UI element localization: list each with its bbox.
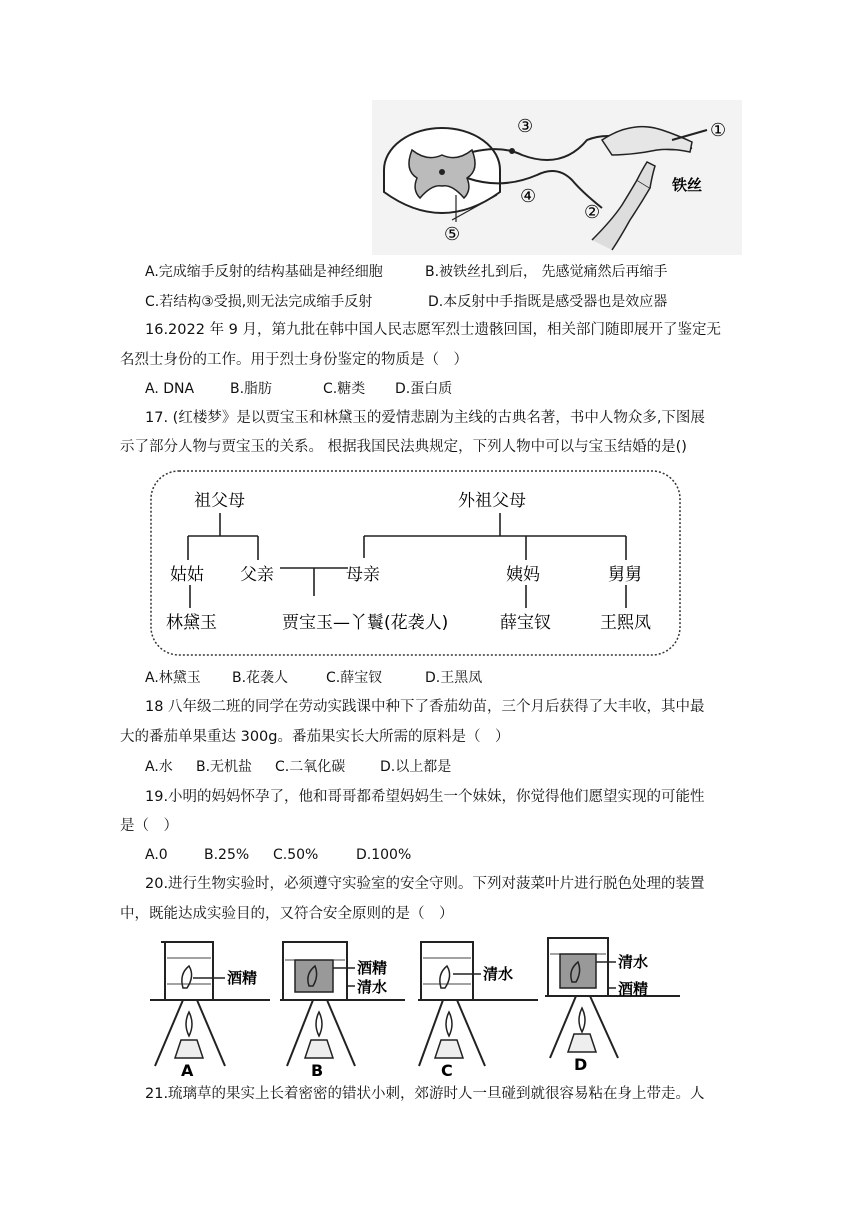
q15-option-b: B.被铁丝扎到后， 先感觉痛然后再缩手 — [425, 264, 668, 280]
q20-line-2: 中，既能达成实验目的，又符合安全原则的是（ ） — [120, 906, 454, 922]
q19-option-c: C.50% — [273, 847, 319, 863]
q15-option-c: C.若结构③受损,则无法完成缩手反射 — [145, 294, 373, 310]
apparatus-row — [145, 928, 705, 1076]
tree-wang-xifeng: 王熙凤 — [600, 613, 651, 633]
q18-option-d: D.以上都是 — [380, 759, 452, 775]
q17-line-2: 示了部分人物与贾宝玉的关系。 根据我国民法典规定，下列人物中可以与宝玉结婚的是() — [120, 439, 687, 455]
tree-jia-baoyu: 贾宝玉—丫鬟(花袭人) — [282, 613, 449, 633]
q15-option-d: D.本反射中手指既是感受器也是效应器 — [428, 294, 668, 310]
q16-line-1: 16.2022 年 9 月，第九批在韩中国人民志愿军烈士遗骸回国，相关部门随即展开了鉴定无 — [145, 322, 722, 338]
apparatus-b-label-1: 酒精 — [357, 959, 388, 977]
apparatus-d — [540, 928, 690, 1076]
q16-option-b: B.脂肪 — [230, 381, 273, 397]
q16-option-d: D.蛋白质 — [395, 381, 453, 397]
q20-line-1: 20.进行生物实验时，必须遵守实验室的安全守则。下列对菠菜叶片进行脱色处理的装置 — [145, 876, 705, 892]
apparatus-b-letter: B — [311, 1061, 324, 1076]
apparatus-b-label-2: 清水 — [357, 978, 388, 996]
wire-label: 铁丝 — [672, 176, 703, 194]
q17-option-c: C.薛宝钗 — [326, 670, 383, 686]
tree-mother: 母亲 — [346, 565, 380, 585]
tree-lin-daiyu: 林黛玉 — [166, 613, 217, 633]
q19-line-2: 是（ ） — [120, 818, 178, 834]
q21-line-1: 21.琉璃草的果实上长着密密的错状小刺，郊游时人一旦碰到就很容易粘在身上带走。人 — [145, 1086, 705, 1102]
apparatus-d-letter: D — [574, 1055, 588, 1074]
q17-option-b: B.花袭人 — [232, 670, 289, 686]
tree-grandparents: 祖父母 — [194, 491, 245, 511]
q17-line-1: 17. (红楼梦》是以贾宝玉和林黛玉的爱情悲剧为主线的古典名著，书中人物众多,下图展 — [145, 410, 705, 426]
tree-aunt-paternal: 姑姑 — [170, 565, 204, 585]
label-2: ② — [584, 202, 601, 223]
apparatus-c-label-1: 清水 — [483, 965, 514, 983]
apparatus-a-label-1: 酒精 — [227, 969, 258, 987]
q18-line-2: 大的番茄单果重达 300g。番茄果实长大所需的原料是（ ） — [120, 729, 510, 745]
tree-aunt-maternal: 姨妈 — [506, 565, 540, 585]
reflex-arc-figure — [372, 100, 742, 255]
q19-option-a: A.0 — [145, 847, 168, 863]
label-3: ③ — [517, 116, 534, 137]
apparatus-b — [275, 928, 415, 1076]
tree-xue-baochai: 薛宝钗 — [500, 613, 551, 633]
q18-option-b: B.无机盐 — [196, 759, 253, 775]
q18-option-c: C.二氧化碳 — [275, 759, 346, 775]
q17-option-d: D.王黑凤 — [425, 670, 483, 686]
tree-maternal-grandparents: 外祖父母 — [458, 491, 526, 511]
q16-option-c: C.糖类 — [323, 381, 366, 397]
q15-option-a: A.完成缩手反射的结构基础是神经细胞 — [145, 264, 383, 280]
q16-line-2: 名烈士身份的工作。用于烈士身份鉴定的物质是（ ） — [120, 352, 468, 368]
q17-option-a: A.林黛玉 — [145, 670, 201, 686]
apparatus-c — [413, 928, 543, 1076]
label-4: ④ — [520, 186, 537, 207]
apparatus-a-letter: A — [181, 1061, 194, 1076]
apparatus-a — [145, 928, 275, 1076]
q18-option-a: A.水 — [145, 759, 173, 775]
tree-uncle: 舅舅 — [608, 565, 642, 585]
q19-option-b: B.25% — [204, 847, 250, 863]
q19-line-1: 19.小明的妈妈怀孕了，他和哥哥都希望妈妈生一个妹妹，你觉得他们愿望实现的可能性 — [145, 789, 705, 805]
q18-line-1: 18 八年级二班的同学在劳动实践课中种下了香茄幼苗，三个月后获得了大丰收，其中最 — [145, 699, 705, 715]
apparatus-d-label-2: 酒精 — [618, 980, 649, 998]
tree-father: 父亲 — [240, 565, 274, 585]
apparatus-d-label-1: 清水 — [618, 953, 649, 971]
label-1: ① — [710, 120, 727, 141]
q16-option-a: A. DNA — [145, 381, 195, 397]
apparatus-c-letter: C — [441, 1061, 453, 1076]
label-5: ⑤ — [444, 224, 461, 245]
q19-option-d: D.100% — [356, 847, 412, 863]
family-tree-figure — [148, 468, 683, 658]
